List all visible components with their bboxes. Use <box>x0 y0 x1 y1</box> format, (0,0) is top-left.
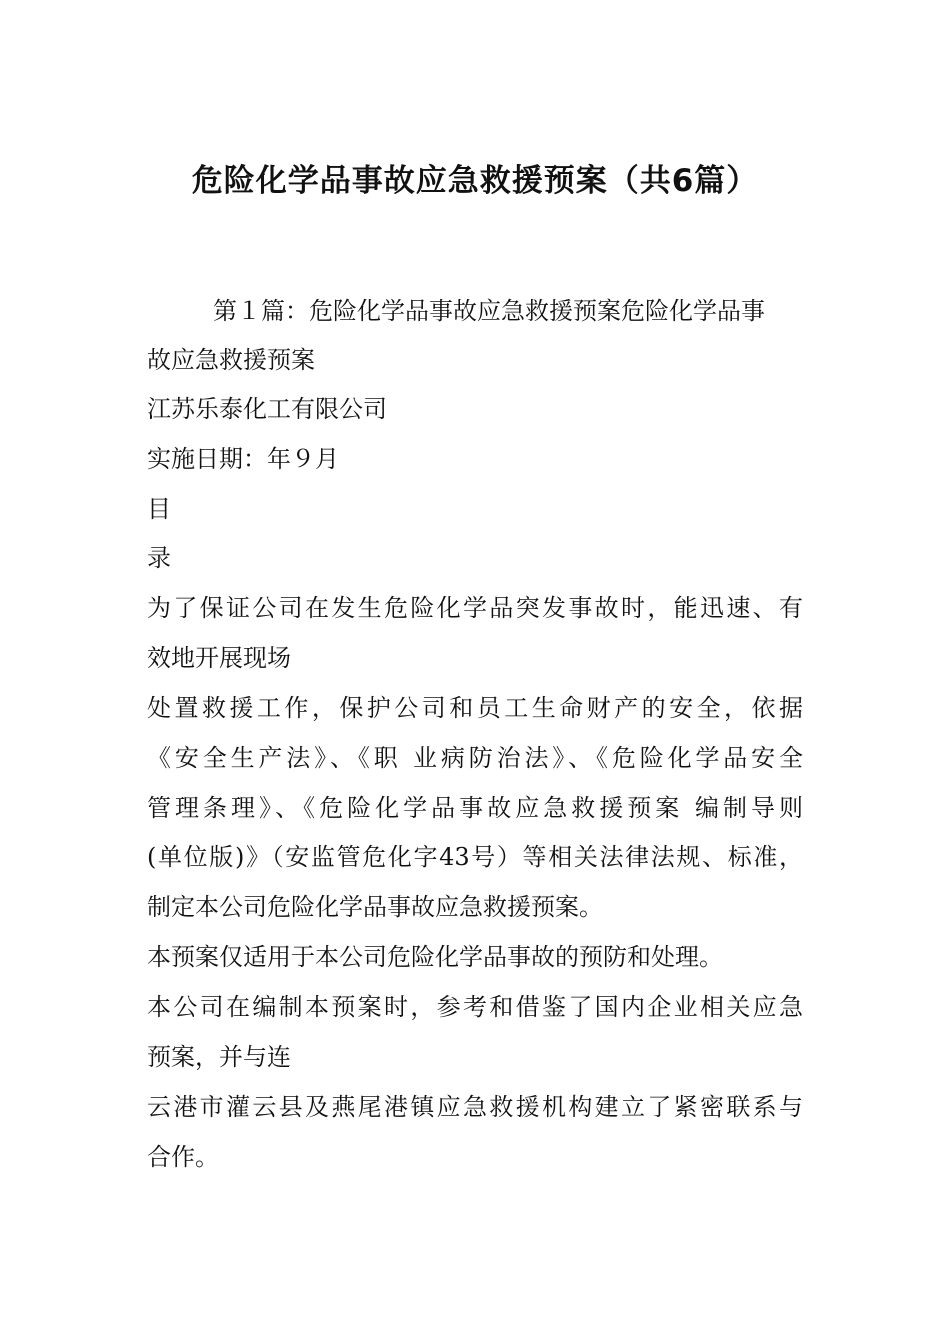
paragraph-line: 《安全生产法》、《职 业病防治法》、《危险化学品安全 <box>147 744 803 772</box>
paragraph-line: 效地开展现场 <box>147 644 291 672</box>
toc-heading-part-2: 录 <box>147 544 171 572</box>
paragraph-line: 本预案仅适用于本公司危险化学品事故的预防和处理。 <box>147 943 723 971</box>
paragraph-line: 管理条理》、《危险化学品事故应急救援预案 编制导则 <box>147 794 803 822</box>
effective-date: 实施日期：年９月 <box>147 445 339 473</box>
toc-heading-part-1: 目 <box>147 495 171 523</box>
paragraph-line: 云港市灌云县及燕尾港镇应急救援机构建立了紧密联系与 <box>147 1093 803 1121</box>
company-name: 江苏乐泰化工有限公司 <box>147 395 387 423</box>
chapter-heading-line-1: 第１篇：危险化学品事故应急救援预案危险化学品事 <box>213 297 765 325</box>
paragraph-line: 为了保证公司在发生危险化学品突发事故时，能迅速、有 <box>147 594 803 622</box>
paragraph-line: 制定本公司危险化学品事故应急救援预案。 <box>147 893 603 921</box>
chapter-heading-line-2: 故应急救援预案 <box>147 346 315 374</box>
paragraph-line: 合作。 <box>147 1143 219 1171</box>
paragraph-line: 处置救援工作，保护公司和员工生命财产的安全，依据 <box>147 694 803 722</box>
paragraph-line: 本公司在编制本预案时，参考和借鉴了国内企业相关应急 <box>147 993 803 1021</box>
paragraph-line: 预案，并与连 <box>147 1043 291 1071</box>
paragraph-line: (单位版)》（安监管危化字43号）等相关法律法规、标准， <box>147 843 803 871</box>
document-title: 危险化学品事故应急救援预案（共6篇） <box>191 163 759 199</box>
